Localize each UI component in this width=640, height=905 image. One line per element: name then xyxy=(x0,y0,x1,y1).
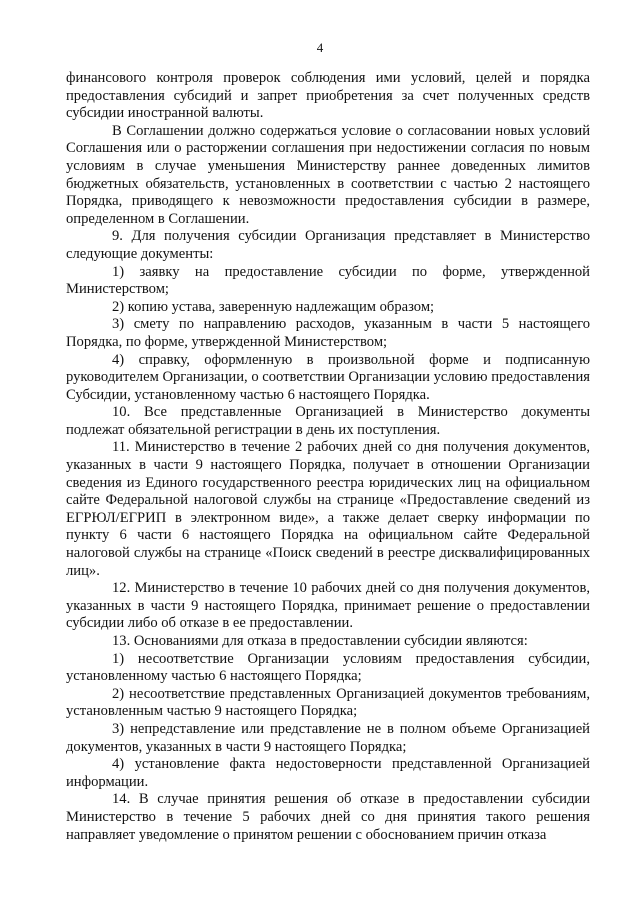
list-item-13-4: 4) установление факта недостоверности представленной Организацией информации. xyxy=(66,756,590,790)
list-item-9-3: 3) смету по направлению расходов, указанным в части 5 настоящего Порядка, по форме, утвержденной Министерством; xyxy=(66,316,590,350)
list-item-9-2: 2) копию устава, заверенную надлежащим образом; xyxy=(112,298,435,315)
paragraph-14: 14. В случае принятия решения об отказе в предоставлении субсидии Министерство в течение 5 рабочих дней со дня принятия такого решения направляет уведомление о принятом решении с обоснованием причин отказа xyxy=(66,791,590,843)
paragraph-9: 9. Для получения субсидии Организация представляет в Министерство следующие документы: xyxy=(66,228,590,262)
list-item-13-2: 2) несоответствие представленных Организацией документов требованиям, установленным частью 9 настоящего Порядка; xyxy=(66,685,590,720)
paragraph-13: 13. Основаниями для отказа в предоставлении субсидии являются: xyxy=(112,633,528,649)
paragraph-continuation: финансового контроля проверок соблюдения ими условий, целей и порядка предоставления субсидий и запрет приобретения за счет полученных средств субсидии иностранной валюты. xyxy=(66,70,590,122)
page-number: 4 xyxy=(316,40,324,55)
list-item-9-1: 1) заявку на предоставление субсидии по форме, утвержденной Министерством; xyxy=(66,263,590,298)
paragraph-10: 10. Все представленные Организацией в Министерство документы подлежат обязательной регистрации в день их поступления. xyxy=(66,404,590,438)
paragraph-12: 12. Министерство в течение 10 рабочих дней со дня получения документов, указанных в части 9 настоящего Порядка, принимает решение о предоставлении субсидии либо об отказе в ее предоставлении. xyxy=(66,580,590,632)
document-body xyxy=(66,70,590,844)
list-item-13-3: 3) непредставление или представление не в полном объеме Организацией документов, указанных в части 9 настоящего Порядка; xyxy=(66,720,590,755)
list-item-13-1: 1) несоответствие Организации условиям предоставления субсидии, установленному частью 6 настоящего Порядка; xyxy=(66,650,590,685)
list-item-9-4: 4) справку, оформленную в произвольной форме и подписанную руководителем Организации, о соответствии Организации условию предоставления Субсидии, установленному частью 6 настоящего Порядка. xyxy=(66,351,591,403)
paragraph-11: 11. Министерство в течение 2 рабочих дней со дня получения документов, указанных в части 9 настоящего Порядка, получает в отношении Организации сведения из Единого государственного реестра юридических лиц на официальном сайте Федеральной налоговой службы на странице «Предоставление сведений из ЕГРЮЛ/ЕГРИП в электронном виде», а также делает сверку информации по пункту 6 части 6 настоящего Порядка на официальном сайте Федеральной налоговой службы на странице «Поиск сведений в реестре дисквалифицированных лиц». xyxy=(66,439,590,579)
paragraph-agreement-conditions: В Соглашении должно содержаться условие о согласовании новых условий Соглашения или о расторжении соглашения при недостижении согласия по новым условиям в случае уменьшения Министерству раннее доведенных лимитов бюджетных обязательств, установленных в соответствии с частью 2 настоящего Порядка, приводящего к невозможности предоставления субсидии в размере, определенном в Соглашении. xyxy=(66,122,590,227)
